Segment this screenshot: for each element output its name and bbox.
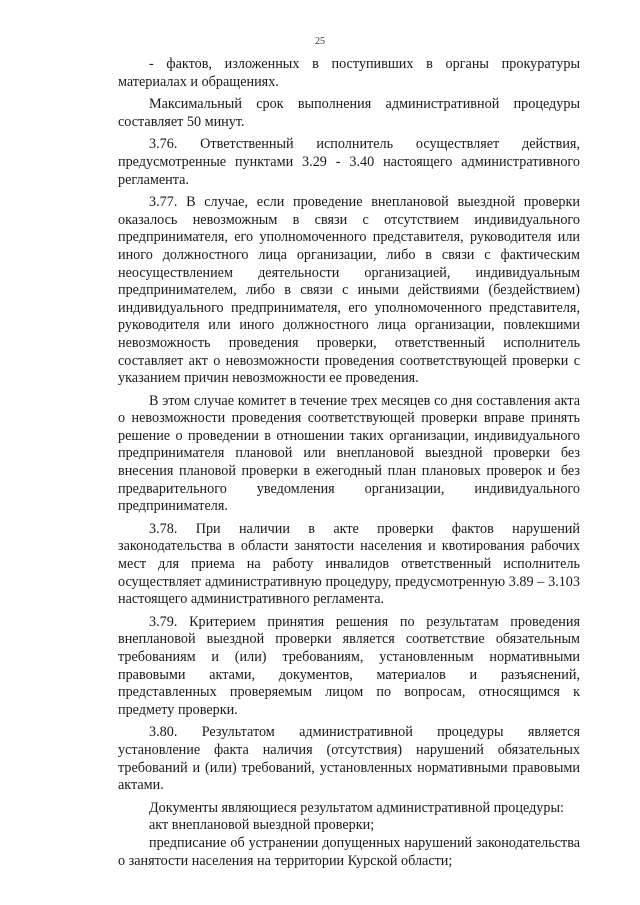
paragraph-inspection-act: акт внеплановой выездной проверки; [149,817,375,834]
page-number: 25 [315,36,325,47]
paragraph-facts-prosecution: - фактов, изложенных в поступивших в органы прокуратуры материалах и обращениях. [118,56,580,90]
paragraph-max-duration: Максимальный срок выполнения административной процедуры составляет 50 минут. [118,96,580,130]
paragraph-3-80: 3.80. Результатом административной процедуры является установление факта наличия (отсутствия) нарушений обязательных требований и (или) требований, установленных нормативными правовыми актами. [118,724,580,794]
paragraph-3-79: 3.79. Критерием принятия решения по результатам проведения внеплановой выездной проверки является соответствие обязательным требованиям и (или) требованиям, установленным нормативными правовыми актами, документов, материалов и разъяснений, представленных проверяемым лицом по вопросам, относящимся к предмету проверки. [118,613,580,718]
paragraph-3-77: 3.77. В случае, если проведение внеплановой выездной проверки оказалось невозможным в связи с отсутствием индивидуального предпринимателя, его уполномоченного представителя, руководителя или иного должностного лица организации, либо в связи с фактическим неосуществлением деятельности организацией, индивидуальным предпринимателем, либо в связи с иными действиями (бездействием) индивидуального предпринимателя, его уполномоченного представителя, руководителя или иного должностного лица организации, повлекшими невозможность проведения проверки, ответственный исполнитель составляет акт о невозможности проведения соответствующей проверки с указанием причин невозможности ее проведения. [118,194,580,387]
paragraph-3-76: 3.76. Ответственный исполнитель осуществляет действия, предусмотренные пунктами 3.29 - 3.40 настоящего административного регламента. [118,136,580,188]
document-body [118,56,580,875]
paragraph-prescription: предписание об устранении допущенных нарушений законодательства о занятости населения на территории Курской области; [118,834,580,869]
paragraph-3-78: 3.78. При наличии в акте проверки фактов нарушений законодательства в области занятости населения и квотирования рабочих мест для приема на работу инвалидов ответственный исполнитель осуществляет административную процедуру, предусмотренную 3.89 – 3.103 настоящего административного регламента. [118,520,580,608]
paragraph-result-documents: Документы являющиеся результатом административной процедуры: [149,799,564,816]
paragraph-committee-decision: В этом случае комитет в течение трех месяцев со дня составления акта о невозможности проведения соответствующей проверки вправе принять решение о проведении в отношении таких организации, индивидуального предпринимателя плановой или внеплановой выездной проверки без внесения плановой проверки в ежегодный план плановых проверок и без предварительного уведомления организации, индивидуального предпринимателя. [118,392,580,515]
